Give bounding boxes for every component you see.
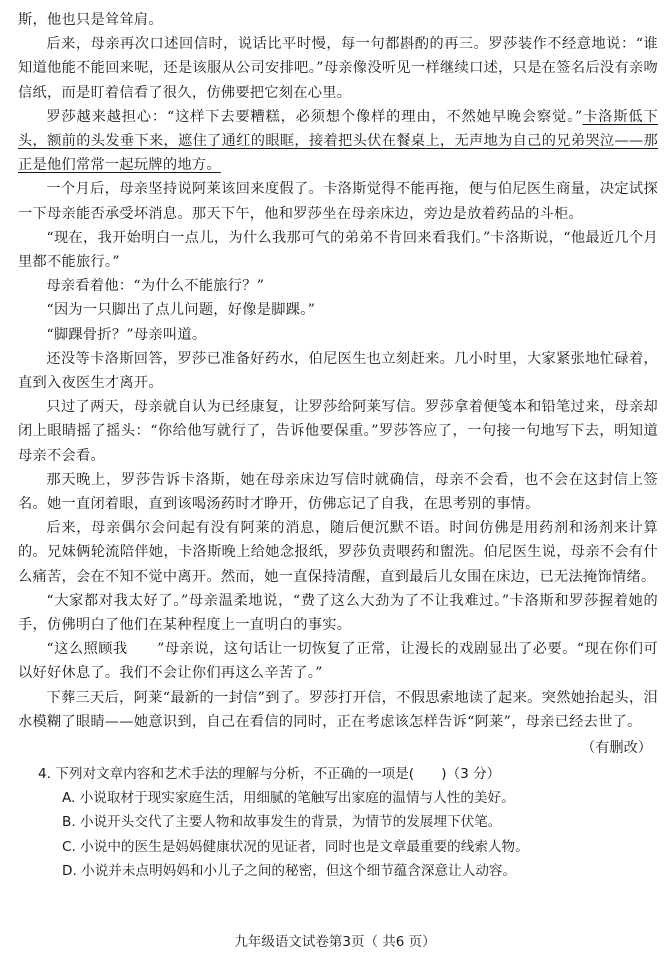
option-d: D. 小说并未点明妈妈和小儿子之间的秘密，但这个细节蕴含深意让人动容。 [62,862,517,879]
passage-paragraph [18,105,658,178]
question-4 [18,762,658,883]
passage-sentence: 罗莎越来越担心：“这样下去要糟糕，必须想个像样的理由，不然她早晚会察觉。” [46,108,583,125]
option-b: B. 小说开头交代了主要人物和故事发生的背景，为情节的发展埋下伏笔。 [62,814,502,831]
passage-paragraph: 斯，他也只是耸耸肩。 [18,12,163,28]
passage-paragraph: 母亲看着他：“为什么不能旅行？” [46,278,265,295]
passage-paragraph: “这么照顾我 ”母亲说，这句话让一切恢复了正常，让漫长的戏剧显出了必要。“现在你们可以好好休息了。我们不会让你们再这么辛苦了。” [18,641,658,682]
page-footer: 九年级语文试卷第3页（ 共6 页） [234,934,436,950]
passage-paragraph: “大家都对我太好了。”母亲温柔地说，“费了这么大劲为了不让我难过。”卡洛斯和罗莎握着她的手，仿佛明白了他们在某种程度上一直明白的事实。 [18,592,658,634]
passage-paragraph: 后来，母亲再次口述回信时，说话比平时慢，每一句都斟酌的再三。罗莎装作不经意地说：“谁知道他能不能回来呢，还是该服从公司安排吧。”母亲像没听见一样继续口述，只是在签名后没有亲吻信纸，而是盯着信看了很久，仿佛要把它刻在心里。 [18,36,658,101]
passage-paragraph: “脚踝骨折？”母亲叫道。 [46,326,207,343]
passage-paragraph: 后来，母亲偶尔会问起有没有阿莱的消息，随后便沉默不语。时间仿佛是用药剂和汤剂来计算的。兄妹俩轮流陪伴她，卡洛斯晚上给她念报纸，罗莎负责喂药和盥洗。伯尼医生说，母亲不会有什么痛苦，会在不知不觉中离开。然而，她一直保持清醒，直到最后儿女围在床边，已无法掩饰情绪。 [18,520,658,585]
passage-paragraph: 还没等卡洛斯回答，罗莎已准备好药水，伯尼医生也立刻赶来。几小时里，大家紧张地忙碌着，直到入夜医生才离开。 [18,350,658,392]
option-c: C. 小说中的医生是妈妈健康状况的见证者，同时也是文章最重要的线索人物。 [62,838,529,855]
option-a: A. 小说取材于现实家庭生活，用细腻的笔触写出家庭的温情与人性的美好。 [62,790,515,807]
reading-passage [18,8,658,883]
passage-paragraph: “现在，我开始明白一点儿，为什么我那可气的弟弟不肯回来看我们。”卡洛斯说，“他最近几个月里都不能旅行。” [18,229,658,271]
underlined-sentence: 卡洛斯低下头，额前的头发垂下来，遮住了通红的眼眶，接着把头伏在餐桌上，无声地为自己的兄弟哭泣——那正是他们常常一起玩牌的地方。 [18,108,658,174]
passage-paragraph: 下葬三天后，阿莱“最新的一封信”到了。罗莎打开信，不假思索地读了起来。突然她抬起头，泪水模糊了眼睛——她意识到，自己在看信的同时，正在考虑该怎样告诉“阿莱”，母亲已经去世了。 [18,689,658,730]
passage-paragraph: 只过了两天，母亲就自认为已经康复，让罗莎给阿莱写信。罗莎拿着便笺本和铅笔过来，母亲却闭上眼睛摇了摇头：“你给他写就行了，告诉他要保重。”罗莎答应了，一句接一句地写下去，明知道母亲不会看。 [18,399,658,464]
source-note: （有删改） [581,740,652,757]
question-stem: 4. 下列对文章内容和艺术手法的理解与分析，不正确的一项是( )（3 分） [38,766,501,783]
passage-paragraph: 一个月后，母亲坚持说阿莱该回来度假了。卡洛斯觉得不能再拖，便与伯尼医生商量，决定试探一下母亲能否承受坏消息。那天下午，他和罗莎坐在母亲床边，旁边是放着药品的斗柜。 [18,181,658,222]
passage-paragraph: “因为一只脚出了点儿问题，好像是脚踝。” [46,302,316,319]
passage-paragraph: 那天晚上，罗莎告诉卡洛斯，她在母亲床边写信时就确信，母亲不会看，也不会在这封信上签名。她一直闭着眼，直到该喝汤药时才睁开，仿佛忘记了自我，在思考别的事情。 [18,471,658,513]
